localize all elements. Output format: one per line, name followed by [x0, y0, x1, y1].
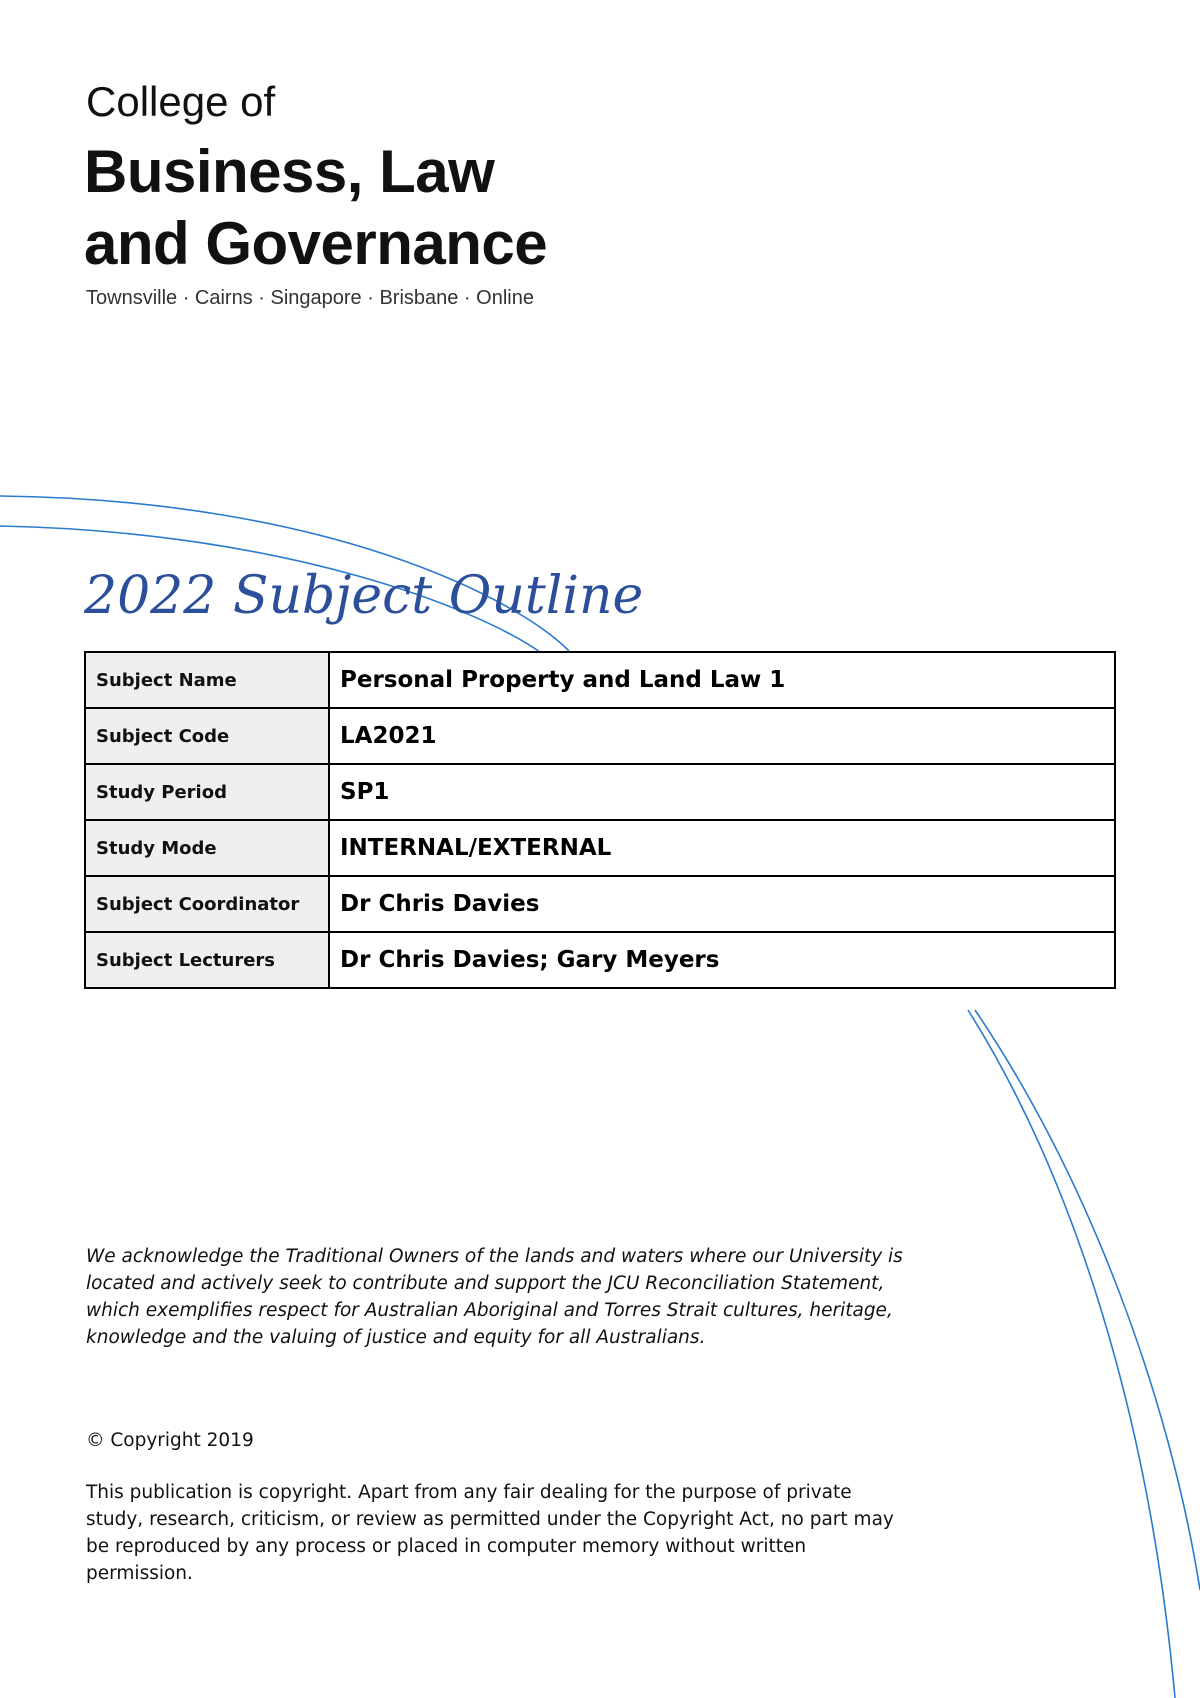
subject-code-label: Subject Code [85, 708, 329, 764]
decorative-arc-inner-lower [968, 1010, 1175, 1698]
college-name-line-1: Business, Law [84, 138, 495, 205]
acknowledgement-of-country: We acknowledge the Traditional Owners of the lands and waters where our University is located and actively seek to contribute and support the JCU Reconciliation Statement, which exemplifies respect for Australian Aboriginal and Torres Strait cultures, heritage, knowledge and the valuing of justice and equity for all Australians. [86, 1246, 903, 1348]
subject-coordinator-label: Subject Coordinator [85, 876, 329, 932]
subject-code-value: LA2021 [329, 708, 1115, 764]
subject-coordinator-value: Dr Chris Davies [329, 876, 1115, 932]
table-row [85, 708, 1115, 764]
subject-name-label: Subject Name [85, 652, 329, 708]
subject-details-table [84, 651, 1116, 989]
copyright-notice: This publication is copyright. Apart from any fair dealing for the purpose of private study, research, criticism, or review as permitted under the Copyright Act, no part may be reproduced by any process or placed in computer memory without written permission. [86, 1482, 894, 1584]
copyright-line: © Copyright 2019 [86, 1430, 254, 1451]
college-name [84, 136, 547, 280]
table-row [85, 764, 1115, 820]
table-row [85, 820, 1115, 876]
college-prefix: College of [86, 78, 276, 125]
college-name-line-2: and Governance [84, 210, 548, 277]
document-title: 2022 Subject Outline [84, 566, 644, 626]
table-row [85, 652, 1115, 708]
subject-name-value: Personal Property and Land Law 1 [329, 652, 1115, 708]
study-period-label: Study Period [85, 764, 329, 820]
study-mode-label: Study Mode [85, 820, 329, 876]
study-mode-value: INTERNAL/EXTERNAL [329, 820, 1115, 876]
campus-list: Townsville · Cairns · Singapore · Brisbane · Online [86, 287, 534, 309]
table-row [85, 932, 1115, 988]
table-row [85, 876, 1115, 932]
subject-lecturers-label: Subject Lecturers [85, 932, 329, 988]
study-period-value: SP1 [329, 764, 1115, 820]
decorative-arc-outer-lower [975, 1010, 1200, 1590]
subject-lecturers-value: Dr Chris Davies; Gary Meyers [329, 932, 1115, 988]
